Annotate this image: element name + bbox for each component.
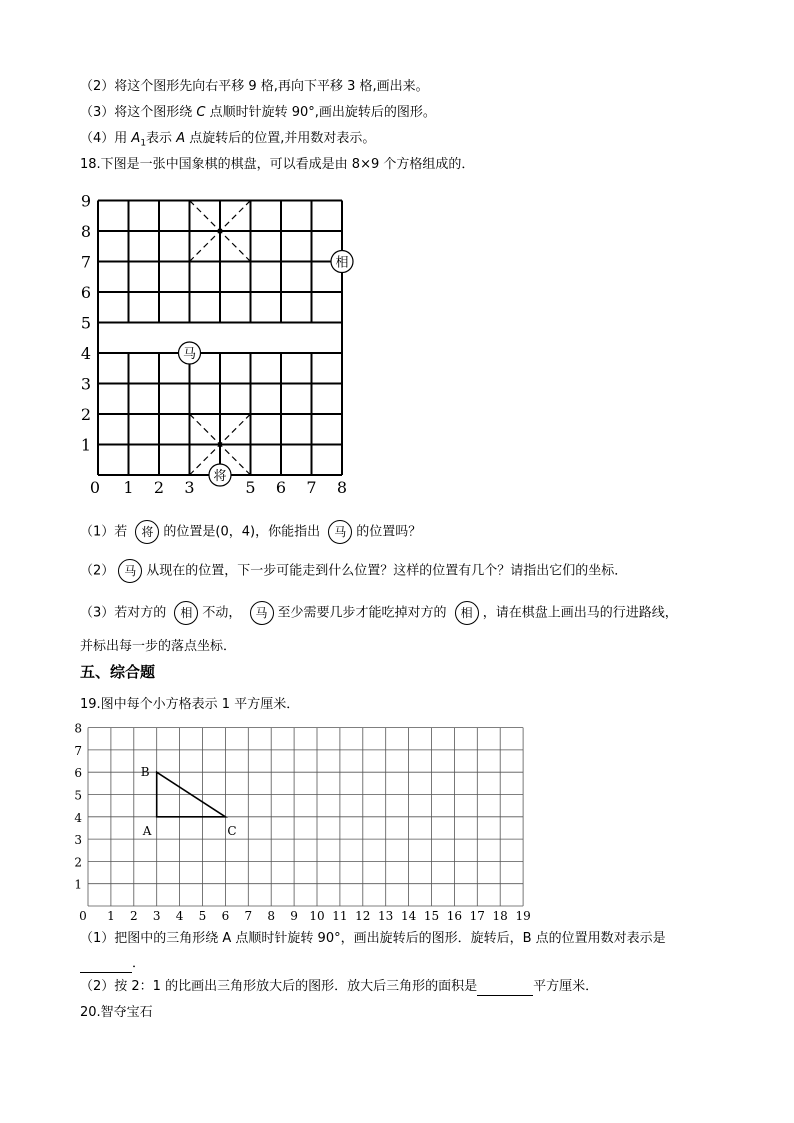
x-tick-label: 7 [244, 909, 253, 923]
x-tick-label: 10 [309, 909, 325, 923]
chess-board [0, 0, 794, 520]
point-b-label: B [140, 765, 150, 780]
x-tick-label: 9 [290, 909, 298, 923]
q18-sub2: （2） 马 从现在的位置，下一步可能走到什么位置？这样的位置有几个？请指出它们的坐标． [80, 559, 627, 584]
q20-title: 20.智夺宝石 [80, 1005, 153, 1020]
q19-sub1: （1）把图中的三角形绕 A 点顺时针旋转 90°，画出旋转后的图形．旋转后，B 点的位置用数对表示是 [80, 931, 666, 946]
x-tick-label: 2 [153, 478, 165, 497]
jiang-piece-icon: 将 [135, 520, 159, 544]
y-tick-label: 7 [80, 252, 91, 272]
x-tick-label: 15 [423, 909, 440, 923]
section-heading: 五、综合题 [80, 663, 156, 681]
x-tick-label: 11 [332, 909, 348, 923]
y-tick-label: 9 [80, 191, 91, 211]
x-tick-label: 8 [336, 478, 348, 497]
y-tick-label: 1 [80, 435, 91, 455]
q17-sub4: （4）用 $A_1$表示 A 点旋转后的位置,并用数对表示。 [80, 131, 376, 149]
ma-piece-icon: 马 [328, 520, 352, 544]
q18-sub1: （1）若 将 的位置是(0，4)，你能指出 马 的位置吗？ [80, 520, 421, 545]
x-tick-label: 2 [129, 909, 138, 923]
answer-blank[interactable] [80, 960, 132, 973]
point-c-label: C [227, 823, 237, 838]
xiang-piece-icon: 相 [174, 601, 198, 625]
y-tick-label: 7 [74, 743, 82, 758]
y-tick-label: 5 [80, 313, 91, 333]
y-tick-label: 8 [80, 222, 91, 241]
x-tick-label: 18 [492, 909, 508, 923]
ma-piece-icon: 马 [250, 601, 274, 625]
xiang-piece-label: 相 [335, 255, 349, 271]
q19-title: 19.图中每个小方格表示 1 平方厘米． [80, 697, 300, 712]
x-tick-label: 7 [306, 478, 317, 497]
x-tick-label: 6 [221, 909, 230, 923]
x-tick-label: 3 [152, 909, 161, 923]
y-tick-label: 2 [74, 855, 82, 870]
q19-sub2: （2）按 2：1 的比画出三角形放大后的图形．放大后三角形的面积是 平方厘米． [80, 979, 599, 994]
q18-sub3: （3）若对方的 相 不动， 马 至少需要几步才能吃掉对方的 相 ，请在棋盘上画出马的行进路线， [80, 601, 678, 626]
x-tick-label: 16 [446, 909, 463, 923]
y-tick-label: 3 [74, 833, 82, 848]
q18-sub3-cont: 并标出每一步的落点坐标． [80, 639, 237, 654]
q17-sub2: （2）将这个图形先向右平移 9 格,再向下平移 3 格,画出来。 [80, 79, 429, 94]
x-tick-label: 3 [184, 478, 195, 497]
point-a-label: A [142, 823, 152, 838]
x-tick-label: 5 [245, 478, 256, 497]
y-tick-label: 2 [80, 405, 91, 424]
x-tick-label: 14 [400, 909, 417, 923]
xiang-piece-icon: 相 [455, 601, 479, 625]
y-tick-label: 3 [80, 374, 91, 394]
x-tick-label: 0 [89, 478, 101, 497]
x-tick-label: 1 [107, 909, 115, 923]
x-tick-label: 1 [123, 478, 134, 497]
jiang-piece-label: 将 [213, 469, 227, 484]
q17-sub3: （3）将这个图形绕 C 点顺时针旋转 90°,画出旋转后的图形。 [80, 105, 436, 120]
y-tick-label: 8 [74, 721, 82, 736]
y-tick-label: 1 [74, 877, 82, 892]
q18-title: 18.下图是一张中国象棋的棋盘，可以看成是由 8×9 个方格组成的． [80, 157, 475, 172]
q19-sub1-answer: ． [80, 955, 145, 973]
x-tick-label: 12 [355, 909, 371, 923]
x-tick-label: 13 [378, 909, 394, 923]
y-tick-label: 6 [74, 766, 82, 781]
x-tick-label: 6 [275, 478, 287, 497]
x-tick-label: 17 [469, 909, 485, 923]
ma-piece-icon: 马 [118, 559, 142, 583]
y-tick-label: 4 [80, 344, 91, 363]
y-tick-label: 4 [74, 810, 82, 825]
answer-blank[interactable] [477, 981, 533, 996]
y-tick-label: 6 [80, 283, 91, 302]
x-tick-label: 8 [267, 909, 276, 923]
x-tick-label: 4 [175, 909, 184, 923]
q19-grid [0, 710, 794, 930]
x-tick-label: 5 [198, 909, 207, 923]
x-tick-label: 19 [515, 909, 531, 923]
x-tick-label: 0 [79, 909, 87, 923]
y-tick-label: 5 [74, 788, 82, 803]
ma-piece-label: 马 [182, 347, 197, 362]
